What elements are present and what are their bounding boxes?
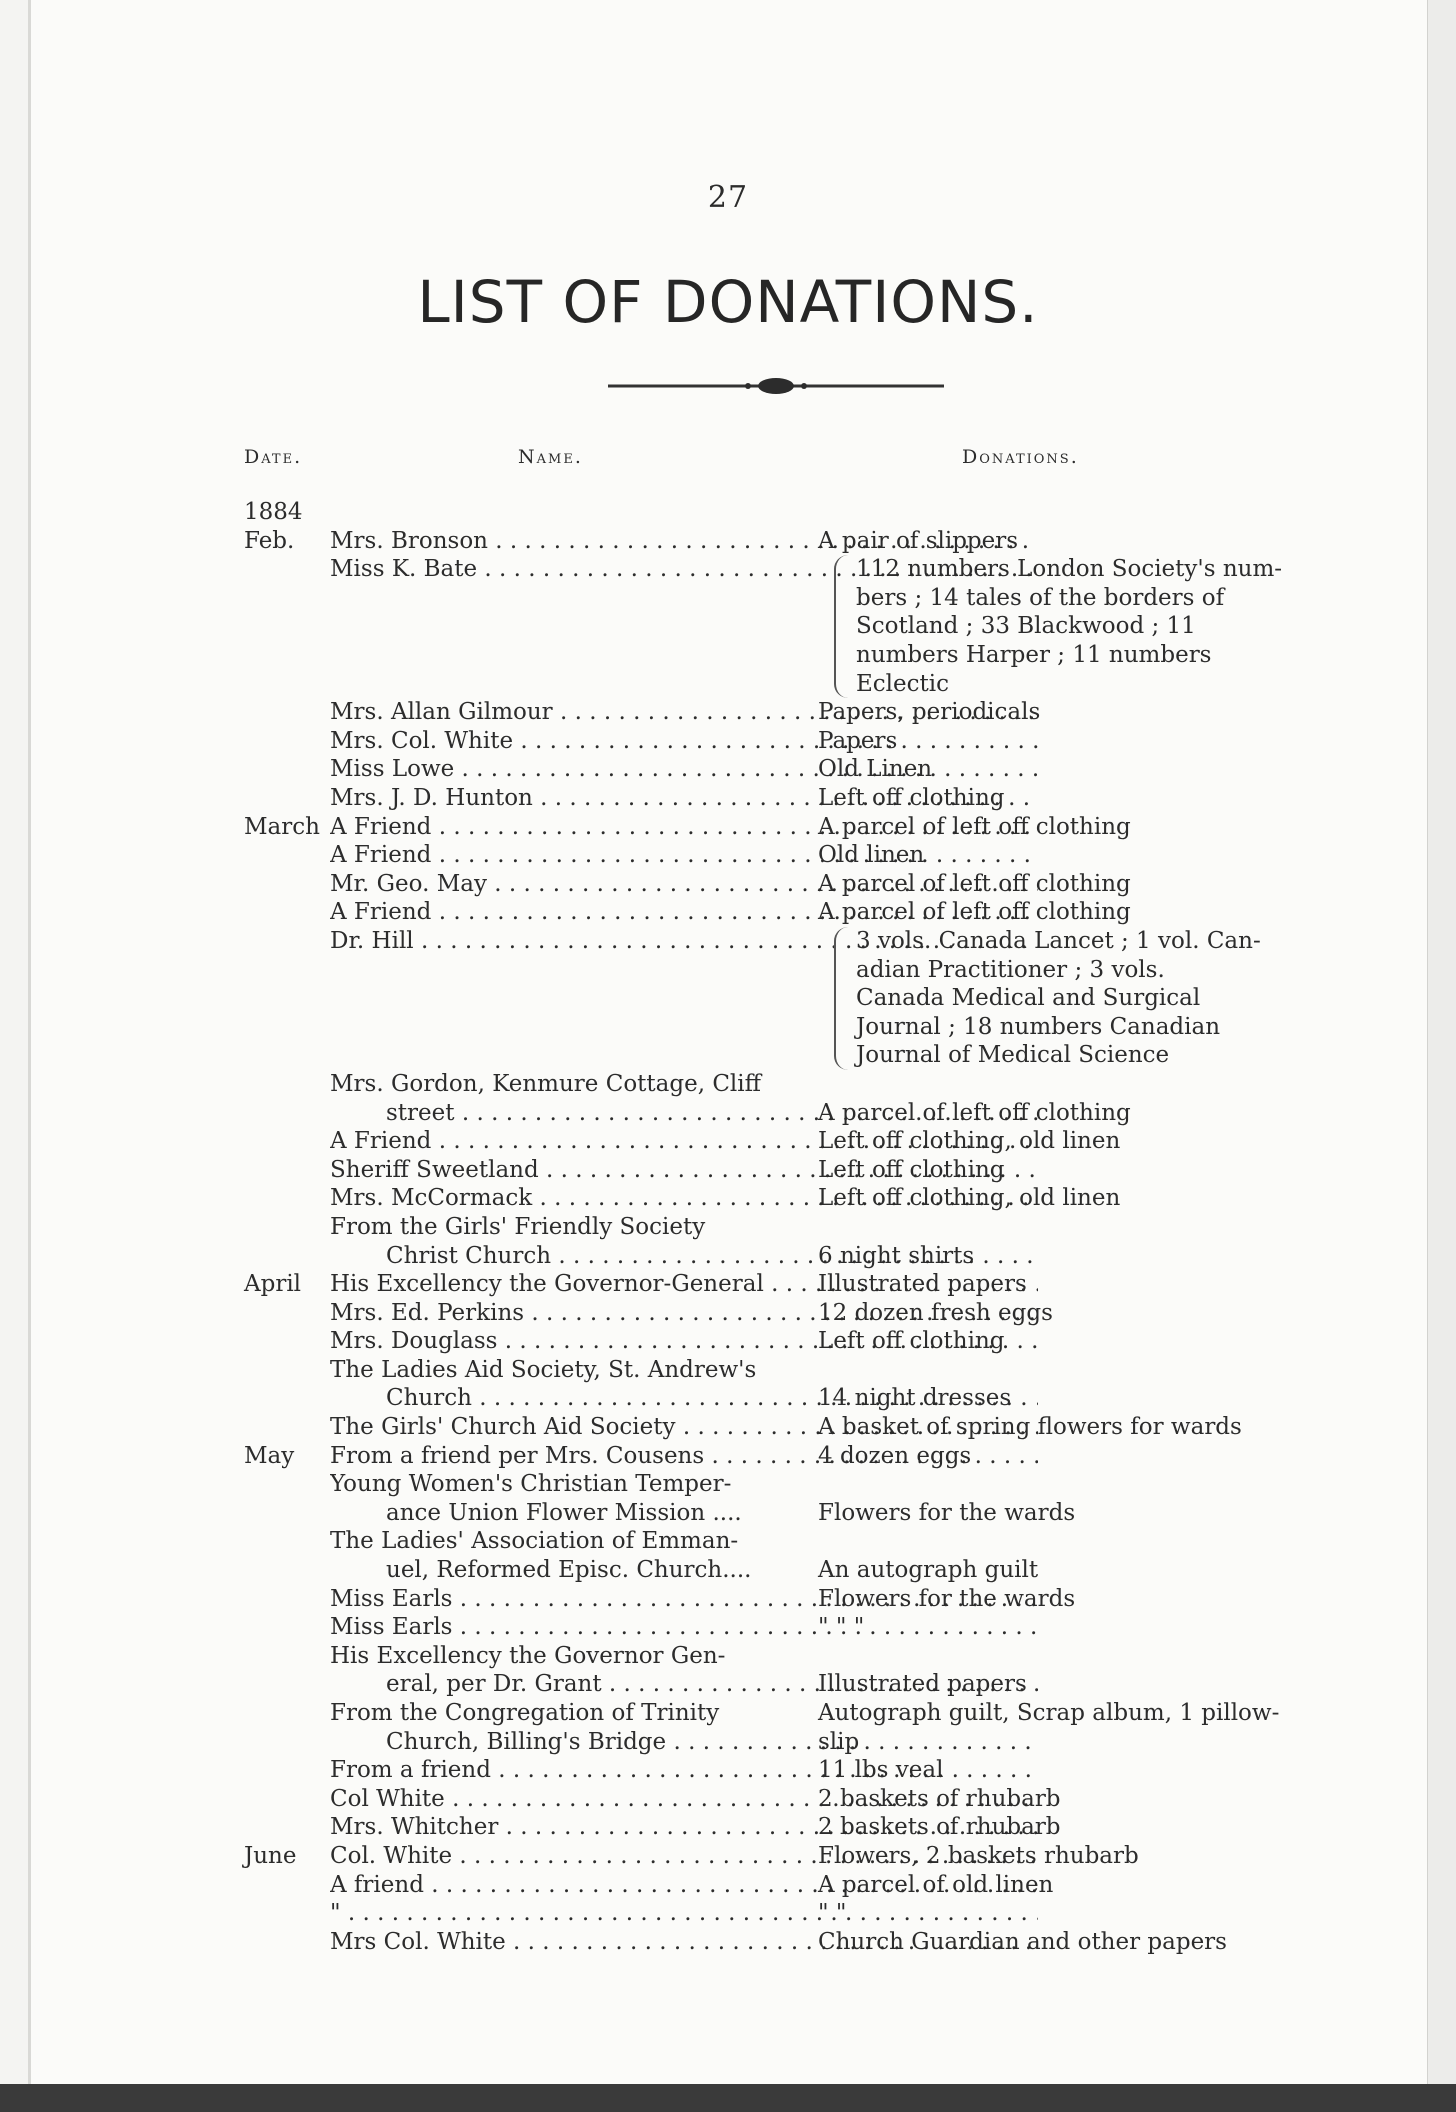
- donor-name-line: " . . .: [330, 1899, 1038, 1928]
- donation-line: A parcel of old linen: [818, 1871, 1054, 1898]
- donation-description: [818, 1899, 1318, 1928]
- donation-line: 12 dozen fresh eggs: [818, 1299, 1053, 1326]
- donation-line: An autograph guilt: [818, 1557, 1039, 1584]
- donation-line: 3 vols. Canada Lancet ; 1 vol. Can-: [856, 927, 1261, 954]
- donation-line: Left off clothing: [818, 784, 1005, 811]
- donation-row: [244, 1842, 1314, 1871]
- donation-line: 4 dozen eggs: [818, 1442, 972, 1469]
- donation-list: [244, 498, 1314, 1956]
- donor-name-line: A Friend . . .: [330, 841, 1038, 870]
- donation-row: [244, 1270, 1314, 1299]
- donor-name-line: His Excellency the Governor Gen-: [330, 1642, 726, 1669]
- donor-name-line: Mrs. J. D. Hunton . . .: [330, 784, 1038, 813]
- donor-name-line: Col. White . . .: [330, 1842, 1038, 1871]
- donation-description: [818, 898, 1318, 927]
- donation-entries: [244, 527, 1314, 1957]
- donation-row: [244, 555, 1314, 698]
- donation-line: Eclectic: [856, 670, 949, 697]
- donation-description: [818, 1585, 1318, 1614]
- donation-description: [818, 1156, 1318, 1185]
- donation-row: [244, 1470, 1314, 1527]
- header-date: Date.: [244, 446, 303, 468]
- donor-name-line: From a friend per Mrs. Cousens . . .: [330, 1442, 1038, 1471]
- donor-name-line: Christ Church . . .: [330, 1242, 1038, 1271]
- donation-line: 112 numbers London Society's num-: [856, 556, 1283, 583]
- donation-line: A parcel of left off clothing: [818, 1099, 1131, 1126]
- donation-line: 11 lbs veal: [818, 1757, 944, 1784]
- donation-line: slip: [818, 1728, 860, 1755]
- donation-row: [244, 1527, 1314, 1584]
- donation-row: [244, 1356, 1314, 1413]
- donation-line: Illustrated papers: [818, 1271, 1027, 1298]
- donation-line: A parcel of left off clothing: [818, 899, 1131, 926]
- donation-line: Flowers for the wards: [818, 1585, 1076, 1612]
- donation-line: Journal of Medical Science: [856, 1042, 1170, 1069]
- donation-line: numbers Harper ; 11 numbers: [856, 641, 1212, 668]
- donor-name-line: Miss Earls . . .: [330, 1585, 1038, 1614]
- donor-name-line: eral, per Dr. Grant . . .: [330, 1670, 1038, 1699]
- donor-name-line: Mrs. Bronson . . .: [330, 527, 1038, 556]
- donation-row: [244, 527, 1314, 556]
- entry-date: May: [244, 1442, 295, 1469]
- donation-description: [818, 1499, 1318, 1528]
- donation-line: adian Practitioner ; 3 vols.: [856, 956, 1165, 983]
- donation-row: [244, 841, 1314, 870]
- donation-row: [244, 1413, 1314, 1442]
- donation-description: [818, 727, 1318, 756]
- donor-name-line: ance Union Flower Mission ....: [386, 1499, 742, 1526]
- donation-row: [244, 1127, 1314, 1156]
- donor-name-line: street . . .: [330, 1099, 1038, 1128]
- donor-name-line: Mrs. Allan Gilmour . . .: [330, 698, 1038, 727]
- donor-name-line: Mrs. Col. White . . .: [330, 727, 1038, 756]
- donation-line: 6 night shirts: [818, 1242, 975, 1269]
- donation-description: [818, 1270, 1318, 1299]
- donation-row: [244, 870, 1314, 899]
- donation-description: [818, 1127, 1318, 1156]
- donation-description: [818, 698, 1318, 727]
- donation-line: " " ": [818, 1614, 865, 1641]
- donation-line: 2 baskets of rhubarb: [818, 1785, 1061, 1812]
- donation-row: [244, 1613, 1314, 1642]
- donation-row: [244, 1299, 1314, 1328]
- donation-description: [818, 1413, 1318, 1442]
- donor-name-line: Col White . . .: [330, 1785, 1038, 1814]
- donation-description: [818, 1613, 1318, 1642]
- donation-line: Left off clothing: [818, 1328, 1005, 1355]
- donation-row: [244, 927, 1314, 1070]
- donor-name-line: A Friend . . .: [330, 1127, 1038, 1156]
- donation-description: [818, 870, 1318, 899]
- donation-description: [818, 1327, 1318, 1356]
- donation-line: 14 night dresses: [818, 1385, 1012, 1412]
- donation-description: [818, 1242, 1318, 1271]
- header-name: Name.: [518, 446, 583, 468]
- donation-description: [818, 755, 1318, 784]
- donation-description: [818, 1099, 1318, 1128]
- donor-name-line: Mr. Geo. May . . .: [330, 870, 1038, 899]
- donor-name-line: Mrs. Douglass . . .: [330, 1327, 1038, 1356]
- donor-name-line: Mrs. Ed. Perkins . . .: [330, 1299, 1038, 1328]
- donation-row: [244, 1442, 1314, 1471]
- donation-description: [818, 813, 1318, 842]
- donor-name-line: The Girls' Church Aid Society . . .: [330, 1413, 1038, 1442]
- donor-name-line: Church, Billing's Bridge . . .: [330, 1728, 1038, 1757]
- donation-row: [244, 898, 1314, 927]
- entry-date: June: [244, 1842, 297, 1869]
- entry-date: Feb.: [244, 527, 295, 554]
- donation-row: [244, 727, 1314, 756]
- year-label: 1884: [244, 499, 303, 525]
- donation-description: [834, 555, 1356, 698]
- donation-line: " ": [818, 1900, 847, 1927]
- donation-line: Canada Medical and Surgical: [856, 985, 1201, 1012]
- donation-description: [818, 527, 1318, 556]
- donation-line: Scotland ; 33 Blackwood ; 11: [856, 613, 1196, 640]
- donor-name-line: A friend . . .: [330, 1871, 1038, 1900]
- donation-description: [818, 841, 1318, 870]
- donation-description: [818, 1184, 1318, 1213]
- donation-row: [244, 1642, 1314, 1699]
- donation-row: [244, 698, 1314, 727]
- donation-line: Old Linen: [818, 756, 933, 783]
- donation-row: [244, 1327, 1314, 1356]
- donation-description: [818, 1871, 1318, 1900]
- donation-line: Journal ; 18 numbers Canadian: [856, 1013, 1221, 1040]
- donation-row: [244, 1585, 1314, 1614]
- donation-line: Illustrated papers: [818, 1671, 1027, 1698]
- donation-row: [244, 1928, 1314, 1957]
- donation-description: [818, 1442, 1318, 1471]
- donation-line: bers ; 14 tales of the borders of: [856, 584, 1225, 611]
- donation-line: A parcel of left off clothing: [818, 870, 1131, 897]
- donation-description: [818, 1384, 1318, 1413]
- donation-description: [818, 1556, 1318, 1585]
- donor-name-line: Dr. Hill . . .: [330, 927, 1038, 956]
- donation-description: [818, 1785, 1318, 1814]
- donation-description: [818, 1670, 1318, 1699]
- donation-row: [244, 1899, 1314, 1928]
- donation-line: Autograph guilt, Scrap album, 1 pillow-: [818, 1700, 1280, 1726]
- donation-line: Papers: [818, 727, 898, 754]
- header-donations: Donations.: [962, 446, 1079, 468]
- donation-line: Flowers, 2 baskets rhubarb: [818, 1842, 1139, 1869]
- donation-row: [244, 755, 1314, 784]
- donation-row: [244, 1813, 1314, 1842]
- donation-row: [244, 1785, 1314, 1814]
- year-row: [244, 498, 1314, 527]
- donor-name-line: Miss Earls . . .: [330, 1613, 1038, 1642]
- entry-date: March: [244, 813, 320, 840]
- donor-name-line: Mrs. McCormack . . .: [330, 1184, 1038, 1213]
- entry-date: April: [244, 1271, 302, 1298]
- donation-row: [244, 1184, 1314, 1213]
- donor-name-line: Mrs Col. White . . .: [330, 1928, 1038, 1957]
- donation-line: Old linen: [818, 842, 925, 869]
- donation-description: [818, 1928, 1318, 1957]
- donor-name-line: Mrs. Whitcher . . .: [330, 1813, 1038, 1842]
- donor-name-line: A Friend . . .: [330, 898, 1038, 927]
- donation-line: A pair of slippers: [818, 527, 1019, 554]
- donation-row: [244, 1156, 1314, 1185]
- donor-name-line: Sheriff Sweetland . . .: [330, 1156, 1038, 1185]
- donation-line: Left off clothing, old linen: [818, 1185, 1121, 1212]
- donor-name-line: The Ladies Aid Society, St. Andrew's: [330, 1356, 757, 1383]
- donor-name-line: Miss Lowe . . .: [330, 755, 1038, 784]
- donor-name-line: Church . . .: [330, 1384, 1038, 1413]
- donation-line: Left off clothing: [818, 1156, 1005, 1183]
- donation-line: Flowers for the wards: [818, 1499, 1076, 1526]
- donor-name-line: uel, Reformed Episc. Church....: [386, 1557, 752, 1584]
- scan-border: [0, 2084, 1456, 2112]
- donation-row: [244, 784, 1314, 813]
- column-headers: [0, 446, 1456, 476]
- donation-description: [818, 1699, 1318, 1756]
- donation-line: Papers, periodicals: [818, 699, 1041, 726]
- donation-line: A basket of spring flowers for wards: [818, 1414, 1242, 1441]
- title-ornament: [608, 374, 944, 398]
- donor-name-line: His Excellency the Governor-General . . .: [330, 1270, 1038, 1299]
- donor-name-line: The Ladies' Association of Emman-: [330, 1528, 739, 1555]
- donation-row: [244, 1871, 1314, 1900]
- donor-name-line: Mrs. Gordon, Kenmure Cottage, Cliff: [330, 1070, 761, 1097]
- donation-row: [244, 1070, 1314, 1127]
- donation-row: [244, 1213, 1314, 1270]
- donation-line: Church Guardian and other papers: [818, 1928, 1227, 1955]
- donation-description: [818, 1299, 1318, 1328]
- page-number: 27: [707, 180, 749, 215]
- donor-name-line: A Friend . . .: [330, 813, 1038, 842]
- donation-description: [818, 784, 1318, 813]
- donation-description: [818, 1842, 1318, 1871]
- donation-line: Left off clothing, old linen: [818, 1128, 1121, 1155]
- donor-name-line: Young Women's Christian Temper-: [330, 1471, 732, 1498]
- donation-description: [834, 927, 1356, 1070]
- donation-description: [818, 1756, 1318, 1785]
- donation-description: [818, 1813, 1318, 1842]
- donor-name-line: From the Congregation of Trinity: [330, 1700, 720, 1726]
- donation-row: [244, 1699, 1314, 1756]
- donor-name-line: Miss K. Bate . . .: [330, 555, 1038, 584]
- donor-name-line: From the Girls' Friendly Society: [330, 1213, 706, 1240]
- donation-row: [244, 813, 1314, 842]
- donation-line: A parcel of left off clothing: [818, 813, 1131, 840]
- donor-name-line: From a friend . . .: [330, 1756, 1038, 1785]
- donation-row: [244, 1756, 1314, 1785]
- donation-line: 2 baskets of rhubarb: [818, 1814, 1061, 1841]
- page-title: LIST OF DONATIONS.: [417, 268, 1039, 336]
